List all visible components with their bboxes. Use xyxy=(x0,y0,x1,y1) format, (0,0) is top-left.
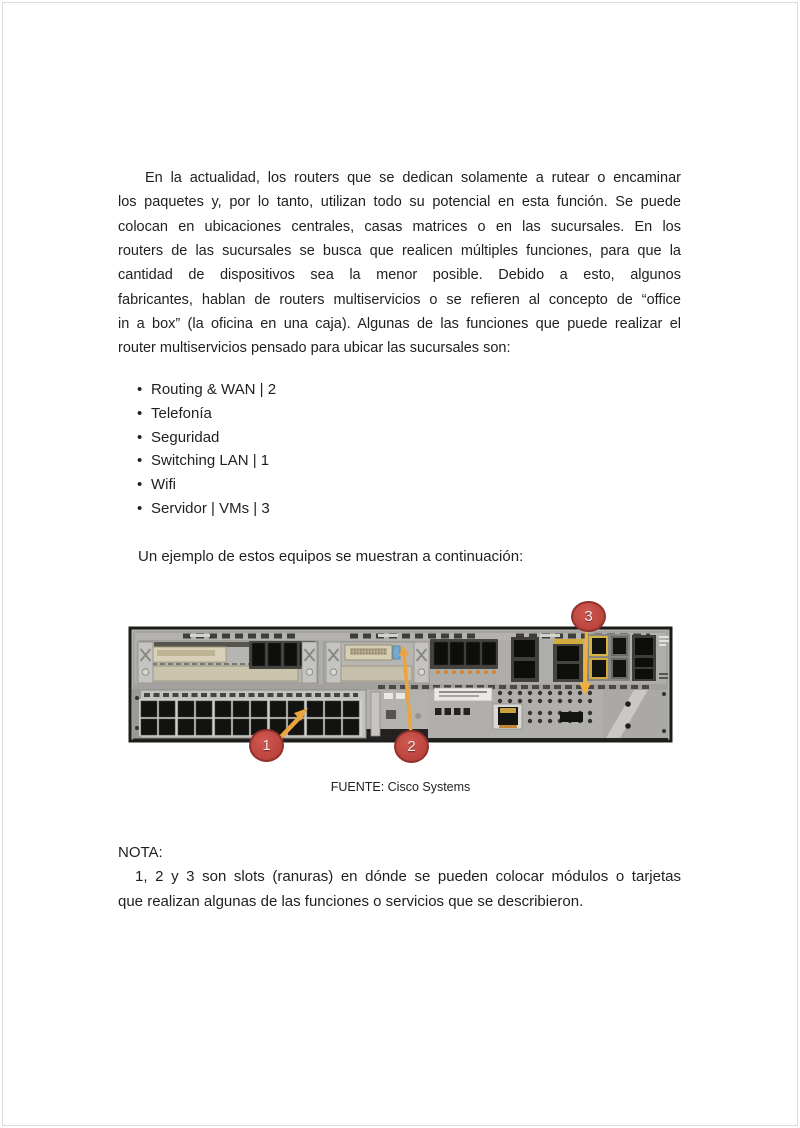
paragraph-line: fabricantes, hablan de routers multiservicios o se refieren al concepto de “office xyxy=(118,291,681,308)
callout-badge-2: 2 xyxy=(394,730,429,763)
bottom-right-panel xyxy=(428,688,668,738)
list-item: • Telefonía xyxy=(118,402,276,426)
console-port xyxy=(493,704,522,729)
note-section xyxy=(118,841,681,914)
figure-source-caption: FUENTE: Cisco Systems xyxy=(330,780,471,794)
paragraph-line: routers de las sucursales se busca que realicen múltiples funciones, para que la xyxy=(118,242,681,259)
paragraph-line: En la actualidad, los routers que se dedican solamente a rutear o encaminar xyxy=(145,170,681,186)
paragraph-line: router multiservicios pensado para ubicar las sucursales son: xyxy=(118,340,511,357)
functions-list xyxy=(118,378,276,521)
list-item: • Wifi xyxy=(118,473,276,497)
paragraph-line: colocan en ubicaciones centrales, casas matrices o en las sucursales. En los xyxy=(118,218,681,235)
switch-module-24port xyxy=(133,690,366,738)
note-line: que realizan algunas de las funciones o servicios que se describieron. xyxy=(118,892,584,910)
ethernet-module-4port-b xyxy=(430,639,498,674)
gigabit-ports xyxy=(511,634,669,682)
note-line: 1, 2 y 3 son slots (ranuras) en dónde se pueden colocar módulos o tarjetas xyxy=(135,868,681,886)
paragraph-line: in a box” (la oficina en una caja). Algunas de las funciones que puede realizar el xyxy=(118,315,681,332)
list-item: • Servidor | VMs | 3 xyxy=(118,497,276,521)
mounting-bracket xyxy=(603,690,668,738)
list-item: • Seguridad xyxy=(118,426,276,450)
router-figure xyxy=(128,598,673,766)
note-heading: NOTA: xyxy=(118,844,163,861)
example-caption: Un ejemplo de estos equipos se muestran a continuación: xyxy=(138,548,524,565)
list-item: • Switching LAN | 1 xyxy=(118,449,276,473)
paragraph-line: cantidad de dispositivos sea la menor posible. Debido a esto, algunos xyxy=(118,267,681,284)
paragraph-line: los paquetes y, por lo tanto, utilizan todo su potencial en esta función. Se puede xyxy=(118,194,681,211)
list-item: • Routing & WAN | 2 xyxy=(118,378,276,402)
intro-paragraph xyxy=(118,166,681,361)
callout-badge-3: 3 xyxy=(571,601,606,632)
callout-badge-1: 1 xyxy=(249,729,284,762)
